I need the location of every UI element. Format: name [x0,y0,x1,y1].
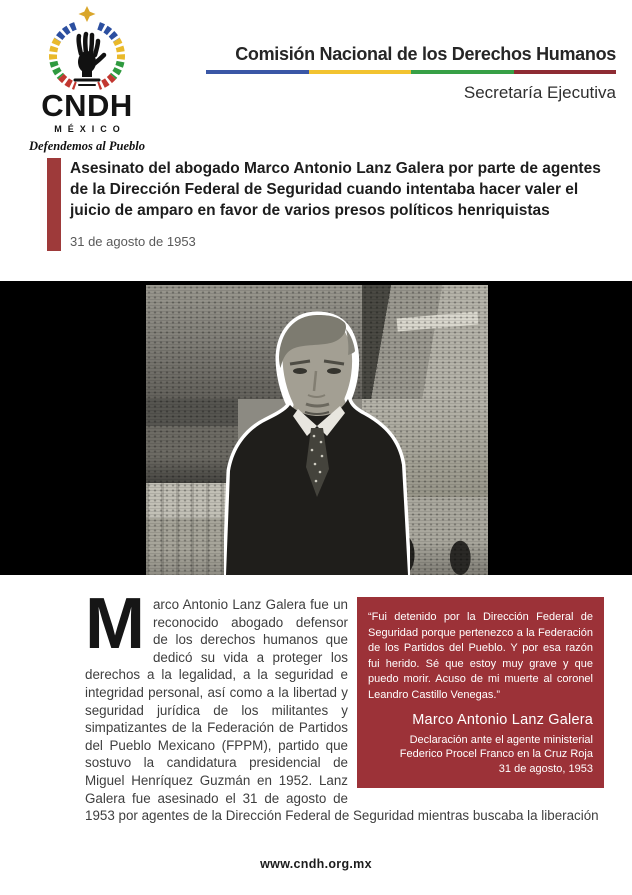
header [196,44,616,103]
cndh-emblem-icon [28,6,146,90]
department-name: Secretaría Ejecutiva [463,82,616,102]
stripe-segment-yellow [309,70,412,74]
org-name: Comisión Nacional de los Derechos Humanos [235,44,616,64]
portrait-illustration [224,309,410,575]
photo-collage [146,285,488,575]
stripe-segment-maroon [514,70,617,74]
accent-bar [47,158,61,251]
logo-country: MÉXICO [54,124,126,134]
article-date: 31 de agosto de 1953 [70,234,196,249]
quote-author: Marco Antonio Lanz Galera [412,712,593,728]
article-title: Asesinato del abogado Marco Antonio Lanz Galera por parte de agentes de la Dirección Federal de Seguridad cuando intentaba hacer valer el juicio de amparo en favor de varios presos políticos henriquistas [70,160,601,219]
stripe-segment-green [411,70,514,74]
body-text: arco Antonio Lanz Galera fue un reconocido abogado defensor de los derechos humanos que dedicó su vida a proteger los derechos a la legalidad, a la seguridad e integridad personal, así como a la libertad y seguridad jurídica de los militantes y simpatizantes de la Federación de Partidos del Pueblo Mexicano (FPPM), partido que sostuvo la candidatura presidencial de Miguel Henríquez Guzmán en 1952. Lanz Galera fue asesinado el 31 de agosto de 1953 por agentes de la Dirección Federal de Seguridad mientras buscaba la liberación [85,597,599,824]
star-icon [79,6,96,22]
raised-hand-icon [75,34,104,85]
dropcap: M [85,584,145,664]
footer-url: www.cndh.org.mx [260,857,372,871]
header-stripe [206,70,616,74]
article-body [85,584,604,825]
title-block [47,158,607,249]
logo-motto: Defendemos al Pueblo [29,139,145,153]
quote-attribution-date: 31 de agosto, 1953 [498,762,593,775]
stripe-segment-blue [206,70,309,74]
photo-band [0,281,632,575]
quote-attribution: Declaración ante el agente ministerial Federico Procel Franco en la Cruz Roja [399,733,593,761]
quote-box [357,597,604,788]
quote-text: “Fui detenido por la Dirección Federal de Seguridad porque pertenezco a la Federación de los Partidos del Pueblo. Y por esa razón fui herido. Sé que estoy muy grave y que puedo morir. Acuso de mi muerte al coronel Leandro Castillo Venegas.” [368,611,593,701]
cndh-logo [26,6,148,154]
logo-acronym: CNDH [41,88,133,123]
